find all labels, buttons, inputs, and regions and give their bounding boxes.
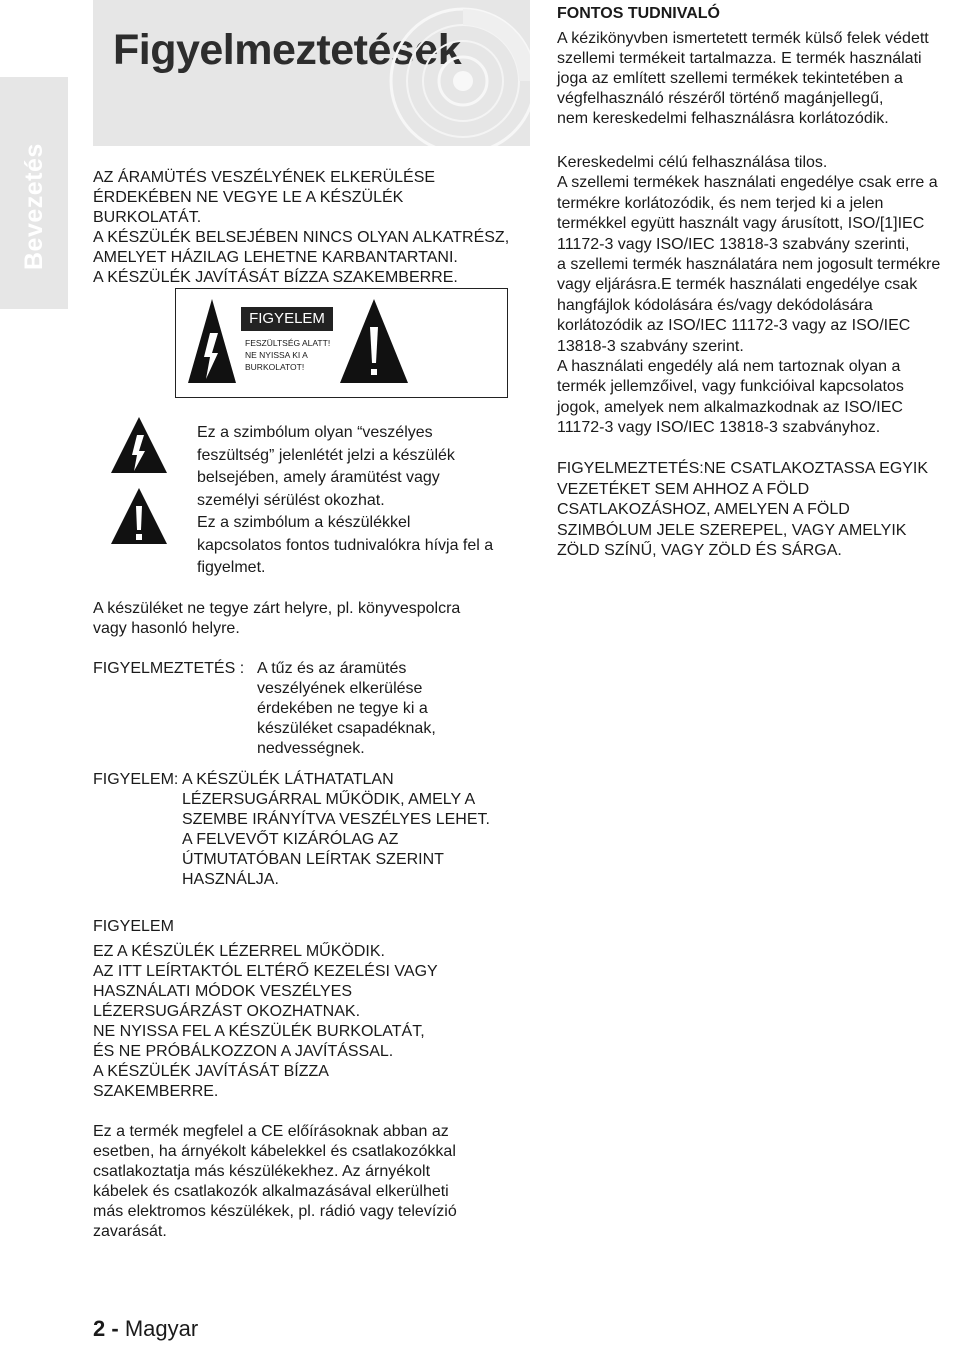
ce-notice bbox=[93, 1122, 523, 1242]
page-language: Magyar bbox=[124, 1316, 199, 1341]
caution-section bbox=[93, 917, 523, 1102]
lightning-triangle-icon bbox=[186, 297, 238, 385]
caution-text: EZ A KÉSZÜLÉK LÉZERREL MŰKÖDIK. AZ ITT LEÍRTAKTÓL ELTÉRŐ KEZELÉSI VAGY HASZNÁLATI MÓDOK VESZÉLYES LÉZERSUGÁRZÁST OKOZHATNAK. NE NYISSA FEL A KÉSZÜLÉK BURKOLATÁT, ÉS NE PRÓBÁLKOZZON A JAVÍTÁSSAL. A KÉSZÜLÉK JAVÍTÁSÁT BÍZZA SZAKEMBERRE. bbox=[93, 943, 438, 1100]
ce-notice-text: Ez a termék megfelel a CE előírásoknak abban az esetben, ha árnyékolt kábelekkel és csatlakozókkal csatlakoztatja más készülékekhez. Az árnyékolt kábelek és csatlakozók alkalmazásával elkerülheti más elektromos készülékek, pl. rádió vagy televízió zavarását. bbox=[93, 1123, 457, 1240]
exclamation-triangle-icon bbox=[338, 297, 410, 385]
ground-warning bbox=[557, 459, 957, 562]
warning-label-heading: FIGYELEM bbox=[241, 307, 333, 331]
header-band bbox=[93, 0, 530, 146]
warning-label bbox=[241, 307, 333, 373]
shock-warning-text: AZ ÁRAMÜTÉS VESZÉLYÉNEK ELKERÜLÉSE ÉRDEKÉBEN NE VEGYE LE A KÉSZÜLÉK BURKOLATÁT. A KÉSZÜLÉK BELSEJÉBEN NINCS OLYAN ALKATRÉSZ, AMELYET HÁZILAG LEHETNE KARBANTARTANI. A KÉSZÜLÉK JAVÍTÁSÁT BÍZZA SZAKEMBERRE. bbox=[93, 169, 510, 286]
shock-warning bbox=[93, 168, 513, 288]
exclamation-triangle-icon bbox=[107, 484, 171, 548]
symbol-description bbox=[197, 422, 517, 580]
caution-heading: FIGYELEM bbox=[93, 918, 174, 935]
lightning-triangle-icon bbox=[107, 413, 171, 477]
placement-notice-text: A készüléket ne tegye zárt helyre, pl. könyvespolcra vagy hasonló helyre. bbox=[93, 600, 461, 637]
warning-label-box bbox=[175, 288, 508, 398]
side-tab-label: Bevezetés bbox=[20, 143, 48, 270]
laser-warning-text: A KÉSZÜLÉK LÁTHATATLAN LÉZERSUGÁRRAL MŰKÖDIK, AMELY A SZEMBE IRÁNYÍTVA VESZÉLYES LEHET. A FELVEVŐT KIZÁRÓLAG AZ ÚTMUTATÓBAN LEÍRTAK SZERINT HASZNÁLJA. bbox=[182, 771, 490, 888]
laser-warning-label: FIGYELEM: bbox=[93, 771, 179, 788]
ground-warning-text: FIGYELMEZTETÉS:NE CSATLAKOZTASSA EGYIK VEZETÉKET SEM AHHOZ A FÖLD CSATLAKOZÁSHOZ, AMELYEN A FÖLD SZIMBÓLUM JELE SZEREPEL, VAGY AMELYIK ZÖLD SZÍNŰ, VAGY ZÖLD ÉS SÁRGA. bbox=[557, 460, 929, 560]
important-notice-text: A kézikönyvben ismertetett termék külső felek védett szellemi termékeit tartalmazza. E termék használati joga az említett szellemi termékek tekintetében a végfelhasználó részéről történő magánjellegű, nem kereskedelmi felhasználásra korlátozódik. bbox=[557, 30, 929, 127]
fire-warning-label: FIGYELMEZTETÉS : bbox=[93, 660, 245, 677]
warning-label-subtext: FESZÜLTSÉG ALATT! NE NYISSA KI A BURKOLATOT! bbox=[245, 338, 331, 372]
symbol-description-text: Ez a szimbólum olyan “veszélyes feszültség” jelenlétét jelzi a készülék belsejében, amely áramütést vagy személyi sérülést okozhat. Ez a szimbólum a készülékkel kapcsolatos fontos tudnivalókra hívja fel a figyelmet. bbox=[197, 424, 494, 576]
fire-warning-text: A tűz és az áramütés veszélyének elkerülése érdekében ne tegye ki a készüléket csapadéknak, nedvességnek. bbox=[257, 660, 436, 757]
license-notice-text: Kereskedelmi célú felhasználása tilos. A szellemi termékek használati engedélye csak erre a termékre korlátozódik, és nem terjed ki a jelen termékkel együtt használt vagy árusított, ISO/[1]IEC 11172-3 vagy ISO/IEC 13818-3 szabvány szerinti, a szellemi termék használatára nem jogosult termékre vagy eljárásra.E termék használati engedélye csak hangfájlok kódolására és/vagy dekódolására korlátozódik az ISO/IEC 11172-3 vagy az ISO/IEC 13818-3 szabvány szerint. A használati engedély alá nem tartoznak olyan a termék jellemzőivel, vagy funkcióival kapcsolatos jogok, amelyek nem alkalmazkodnak az ISO/IEC 11172-3 vagy ISO/IEC 13818-3 szabványhoz. bbox=[557, 154, 941, 437]
important-notice bbox=[557, 4, 957, 129]
page-footer bbox=[93, 1316, 198, 1342]
page-title: Figyelmeztetések bbox=[113, 26, 462, 74]
placement-notice bbox=[93, 599, 513, 639]
page-number: 2 - bbox=[93, 1316, 119, 1341]
license-notice bbox=[557, 153, 957, 439]
disc-art bbox=[388, 6, 530, 146]
important-notice-heading: FONTOS TUDNIVALÓ bbox=[557, 5, 720, 22]
